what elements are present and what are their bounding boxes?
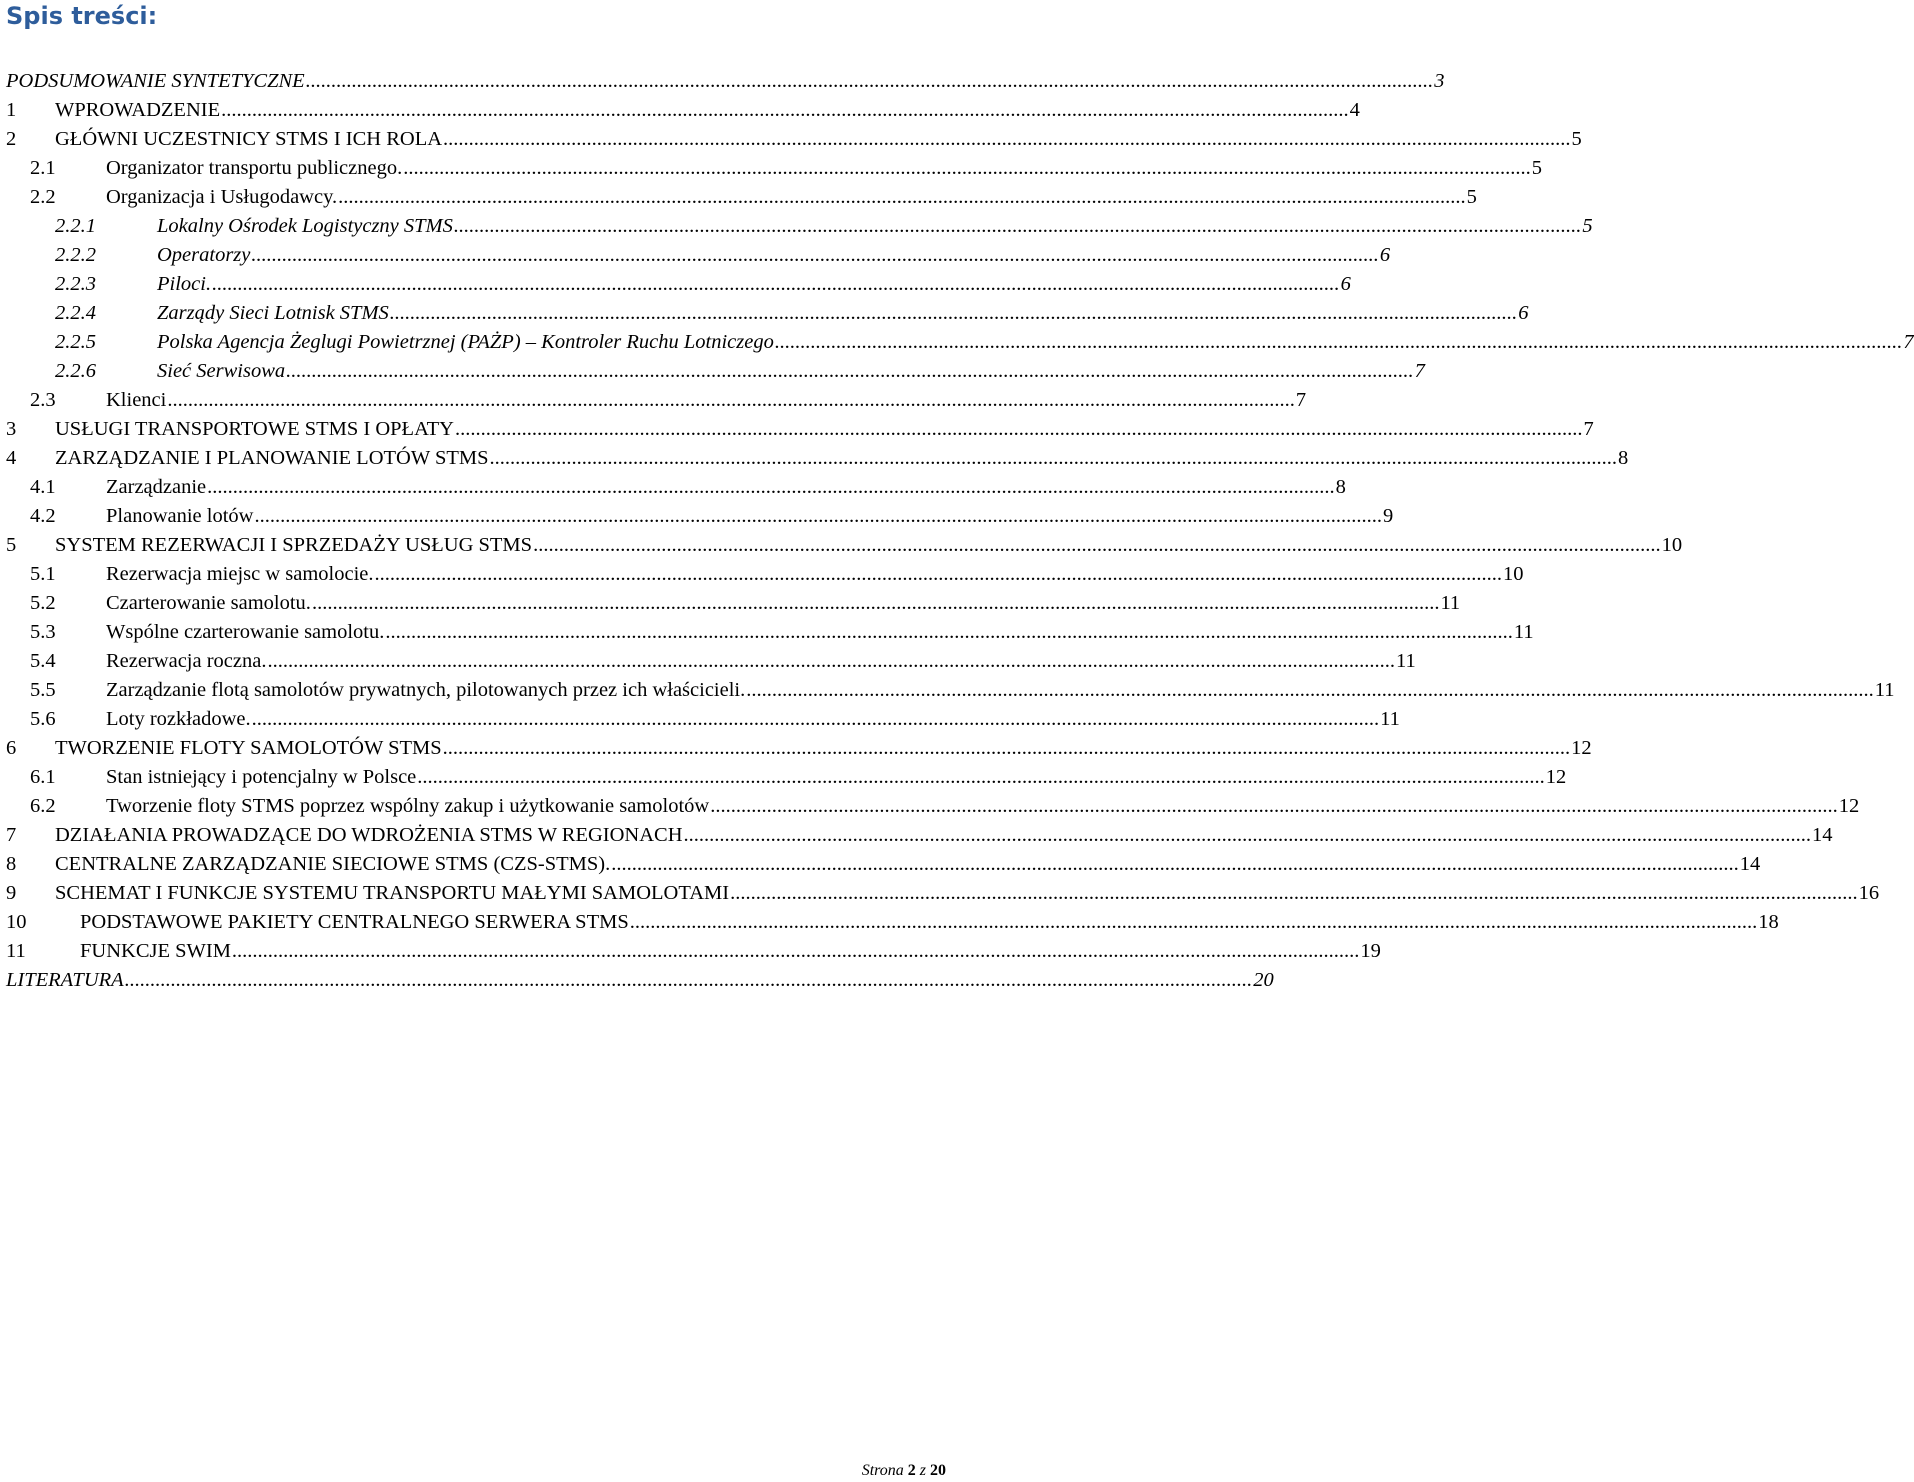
toc-entry-title: Lokalny Ośrodek Logistyczny STMS <box>157 215 453 237</box>
toc-entry[interactable] <box>0 966 1274 995</box>
footer-total-pages: 20 <box>930 1462 946 1479</box>
toc-heading: Spis treści: <box>6 2 158 30</box>
toc-entry[interactable] <box>0 183 1477 212</box>
toc-leader-dots: ............................................................................................................................................................................................................................ <box>489 447 1617 469</box>
toc-entry[interactable] <box>0 937 1381 966</box>
toc-entry-title: SCHEMAT I FUNKCJE SYSTEMU TRANSPORTU MAŁYMI SAMOLOTAMI <box>55 882 730 904</box>
toc-entry-number: 5.1 <box>30 563 56 585</box>
toc-entry[interactable] <box>0 908 1779 937</box>
toc-leader-dots: ............................................................................................................................................................................................................................ <box>374 563 1503 585</box>
toc-entry[interactable] <box>0 879 1880 908</box>
toc-entry[interactable] <box>0 502 1394 531</box>
toc-entry-page: 11 <box>1440 592 1461 614</box>
toc-entry-title: SYSTEM REZERWACJI I SPRZEDAŻY USŁUG STMS <box>55 534 533 556</box>
toc-entry-page: 11 <box>1874 679 1895 701</box>
toc-leader-dots: ............................................................................................................................................................................................................................ <box>746 679 1874 701</box>
toc-entry-page: 7 <box>1295 389 1307 411</box>
toc-leader-dots: ............................................................................................................................................................................................................................ <box>629 911 1758 933</box>
toc-entry-page: 16 <box>1858 882 1880 904</box>
toc-entry-page: 4 <box>1349 99 1360 121</box>
toc-entry-number: 2.2.2 <box>55 244 96 266</box>
toc-entry[interactable] <box>0 618 1534 647</box>
toc-entry[interactable] <box>0 792 1860 821</box>
toc-leader-dots: ............................................................................................................................................................................................................................ <box>221 99 1349 121</box>
toc-entry-title: Wspólne czarterowanie samolotu. <box>106 621 385 643</box>
toc-entry-number: 5.2 <box>30 592 56 614</box>
toc-leader-dots: ............................................................................................................................................................................................................................ <box>231 940 1360 962</box>
toc-entry[interactable] <box>0 705 1400 734</box>
toc-leader-dots: ............................................................................................................................................................................................................................ <box>311 592 1440 614</box>
toc-entry-number: 11 <box>6 940 26 962</box>
toc-entry-page: 6 <box>1340 273 1351 295</box>
toc-leader-dots: ............................................................................................................................................................................................................................ <box>389 302 1518 324</box>
toc-entry[interactable] <box>0 763 1567 792</box>
toc-entry-number: 5.6 <box>30 708 56 730</box>
toc-entry-number: 4.1 <box>30 476 56 498</box>
toc-entry-title: Loty rozkładowe. <box>106 708 251 730</box>
toc-entry[interactable] <box>0 821 1833 850</box>
toc-entry[interactable] <box>0 241 1391 270</box>
footer-prefix: Strona <box>861 1462 904 1479</box>
table-of-contents <box>0 67 1914 995</box>
toc-leader-dots: ............................................................................................................................................................................................................................ <box>212 273 1340 295</box>
toc-entry-page: 19 <box>1360 940 1381 962</box>
toc-entry-page: 8 <box>1335 476 1346 498</box>
toc-entry-number: 2.3 <box>30 389 56 411</box>
toc-entry-page: 8 <box>1618 447 1629 469</box>
toc-entry-title: USŁUGI TRANSPORTOWE STMS I OPŁATY <box>55 418 454 440</box>
toc-entry[interactable] <box>0 676 1895 705</box>
toc-leader-dots: ............................................................................................................................................................................................................................ <box>267 650 1395 672</box>
toc-leader-dots: ............................................................................................................................................................................................................................ <box>730 882 1858 904</box>
footer-current-page: 2 <box>907 1462 916 1479</box>
toc-entry-number: 2.2.3 <box>55 273 96 295</box>
toc-entry-number: 2.2.5 <box>55 331 96 353</box>
toc-entry-page: 11 <box>1380 708 1400 730</box>
toc-entry-number: 7 <box>6 824 17 846</box>
toc-leader-dots: ............................................................................................................................................................................................................................ <box>774 331 1903 353</box>
toc-entry-page: 5 <box>1571 128 1582 150</box>
toc-entry-title: Zarządy Sieci Lotnisk STMS <box>157 302 389 324</box>
toc-entry-number: 2.1 <box>30 157 56 179</box>
toc-entry-title: Operatorzy <box>157 244 251 266</box>
toc-entry-page: 14 <box>1812 824 1833 846</box>
toc-entry[interactable] <box>0 850 1761 879</box>
toc-entry[interactable] <box>0 589 1461 618</box>
toc-entry-number: 5 <box>6 534 17 556</box>
toc-entry-title: Sieć Serwisowa <box>157 360 286 382</box>
toc-leader-dots: ............................................................................................................................................................................................................................ <box>442 737 1571 759</box>
toc-entry-page: 11 <box>1513 621 1534 643</box>
toc-entry[interactable] <box>0 96 1360 125</box>
toc-entry-title: Zarządzanie flotą samolotów prywatnych, pilotowanych przez ich właścicieli. <box>106 679 746 701</box>
page-footer <box>862 1462 946 1480</box>
toc-leader-dots: ............................................................................................................................................................................................................................ <box>533 534 1661 556</box>
toc-entry[interactable] <box>0 473 1346 502</box>
toc-entry[interactable] <box>0 67 1445 96</box>
toc-entry-number: 1 <box>6 99 17 121</box>
toc-entry-title: ZARZĄDZANIE I PLANOWANIE LOTÓW STMS <box>55 447 489 469</box>
toc-entry-title: CENTRALNE ZARZĄDZANIE SIECIOWE STMS (CZS-STMS). <box>55 853 611 875</box>
toc-entry-title: Rezerwacja roczna. <box>106 650 267 672</box>
toc-entry-page: 10 <box>1503 563 1524 585</box>
toc-entry[interactable] <box>0 415 1594 444</box>
toc-leader-dots: ............................................................................................................................................................................................................................ <box>453 215 1582 237</box>
toc-entry-page: 12 <box>1838 795 1860 817</box>
toc-entry[interactable] <box>0 357 1425 386</box>
toc-entry[interactable] <box>0 154 1542 183</box>
toc-entry[interactable] <box>0 270 1351 299</box>
toc-leader-dots: ............................................................................................................................................................................................................................ <box>385 621 1513 643</box>
toc-entry[interactable] <box>0 212 1593 241</box>
toc-entry-page: 6 <box>1518 302 1529 324</box>
toc-entry-page: 5 <box>1466 186 1477 208</box>
toc-entry-number: 2.2.6 <box>55 360 96 382</box>
toc-entry-title: LITERATURA <box>6 969 124 991</box>
toc-entry-number: 6.2 <box>30 795 56 817</box>
toc-entry-page: 18 <box>1758 911 1779 933</box>
toc-entry-number: 6 <box>6 737 17 759</box>
toc-entry-page: 7 <box>1414 360 1425 382</box>
toc-leader-dots: ............................................................................................................................................................................................................................ <box>611 853 1739 875</box>
toc-entry-title: FUNKCJE SWIM <box>80 940 231 962</box>
toc-leader-dots: ............................................................................................................................................................................................................................ <box>443 128 1571 150</box>
toc-leader-dots: ............................................................................................................................................................................................................................ <box>417 766 1545 788</box>
toc-entry-page: 7 <box>1583 418 1594 440</box>
toc-leader-dots: ............................................................................................................................................................................................................................ <box>251 708 1380 730</box>
toc-leader-dots: ............................................................................................................................................................................................................................ <box>251 244 1379 266</box>
toc-entry[interactable] <box>0 386 1307 415</box>
toc-entry-number: 2.2.4 <box>55 302 96 324</box>
toc-entry-page: 11 <box>1395 650 1416 672</box>
toc-entry-number: 2 <box>6 128 17 150</box>
toc-entry-title: TWORZENIE FLOTY SAMOLOTÓW STMS <box>55 737 442 759</box>
toc-entry-title: WPROWADZENIE <box>55 99 221 121</box>
toc-entry[interactable] <box>0 299 1529 328</box>
toc-entry-page: 14 <box>1739 853 1761 875</box>
toc-entry-number: 3 <box>6 418 17 440</box>
toc-entry-number: 9 <box>6 882 17 904</box>
toc-entry-title: Zarządzanie <box>106 476 207 498</box>
toc-entry-page: 6 <box>1379 244 1391 266</box>
toc-entry-page: 3 <box>1434 70 1445 92</box>
toc-entry[interactable] <box>0 328 1914 357</box>
toc-entry-number: 4.2 <box>30 505 56 527</box>
toc-entry-page: 5 <box>1582 215 1593 237</box>
toc-entry-number: 2.2 <box>30 186 56 208</box>
toc-entry-number: 5.4 <box>30 650 56 672</box>
toc-entry-title: GŁÓWNI UCZESTNICY STMS I ICH ROLA <box>55 128 443 150</box>
toc-entry[interactable] <box>0 444 1629 473</box>
toc-leader-dots: ............................................................................................................................................................................................................................ <box>338 186 1466 208</box>
toc-leader-dots: ............................................................................................................................................................................................................................ <box>403 157 1531 179</box>
toc-entry[interactable] <box>0 647 1416 676</box>
toc-leader-dots: ............................................................................................................................................................................................................................ <box>454 418 1583 440</box>
toc-entry[interactable] <box>0 531 1683 560</box>
toc-entry-page: 12 <box>1571 737 1592 759</box>
toc-entry-page: 9 <box>1382 505 1394 527</box>
toc-entry-number: 8 <box>6 853 17 875</box>
toc-entry-title: Polska Agencja Żeglugi Powietrznej (PAŻP) – Kontroler Ruchu Lotniczego <box>157 331 774 353</box>
toc-leader-dots: ............................................................................................................................................................................................................................ <box>286 360 1414 382</box>
footer-separator: z <box>919 1462 926 1479</box>
toc-entry-title: Piloci. <box>157 273 212 295</box>
toc-entry-number: 4 <box>6 447 17 469</box>
toc-entry-title: Tworzenie floty STMS poprzez wspólny zakup i użytkowanie samolotów <box>106 795 710 817</box>
toc-entry-page: 7 <box>1903 331 1914 353</box>
toc-entry[interactable] <box>0 560 1524 589</box>
toc-entry-title: Stan istniejący i potencjalny w Polsce <box>106 766 417 788</box>
toc-leader-dots: ............................................................................................................................................................................................................................ <box>124 969 1253 991</box>
toc-entry-number: 10 <box>6 911 27 933</box>
toc-entry-number: 6.1 <box>30 766 56 788</box>
toc-entry-title: Czarterowanie samolotu. <box>106 592 311 614</box>
toc-leader-dots: ............................................................................................................................................................................................................................ <box>207 476 1335 498</box>
toc-entry-title: Organizator transportu publicznego. <box>106 157 403 179</box>
toc-entry-title: PODSUMOWANIE SYNTETYCZNE <box>6 70 305 92</box>
toc-entry-number: 5.5 <box>30 679 56 701</box>
toc-entry-number: 2.2.1 <box>55 215 96 237</box>
toc-entry-page: 10 <box>1661 534 1683 556</box>
toc-leader-dots: ............................................................................................................................................................................................................................ <box>167 389 1295 411</box>
toc-entry-number: 5.3 <box>30 621 56 643</box>
toc-entry-title: Organizacja i Usługodawcy. <box>106 186 338 208</box>
toc-entry-title: Rezerwacja miejsc w samolocie. <box>106 563 374 585</box>
toc-entry[interactable] <box>0 125 1582 154</box>
toc-entry[interactable] <box>0 734 1592 763</box>
toc-leader-dots: ............................................................................................................................................................................................................................ <box>710 795 1838 817</box>
toc-entry-title: PODSTAWOWE PAKIETY CENTRALNEGO SERWERA STMS <box>80 911 629 933</box>
toc-entry-title: Planowanie lotów <box>106 505 254 527</box>
toc-entry-title: Klienci <box>106 389 167 411</box>
toc-entry-page: 20 <box>1253 969 1274 991</box>
toc-leader-dots: ............................................................................................................................................................................................................................ <box>254 505 1382 527</box>
toc-entry-page: 12 <box>1545 766 1567 788</box>
toc-entry-page: 5 <box>1531 157 1542 179</box>
toc-entry-title: DZIAŁANIA PROWADZĄCE DO WDROŻENIA STMS W REGIONACH <box>55 824 683 846</box>
toc-leader-dots: ............................................................................................................................................................................................................................ <box>305 70 1434 92</box>
toc-leader-dots: ............................................................................................................................................................................................................................ <box>683 824 1812 846</box>
